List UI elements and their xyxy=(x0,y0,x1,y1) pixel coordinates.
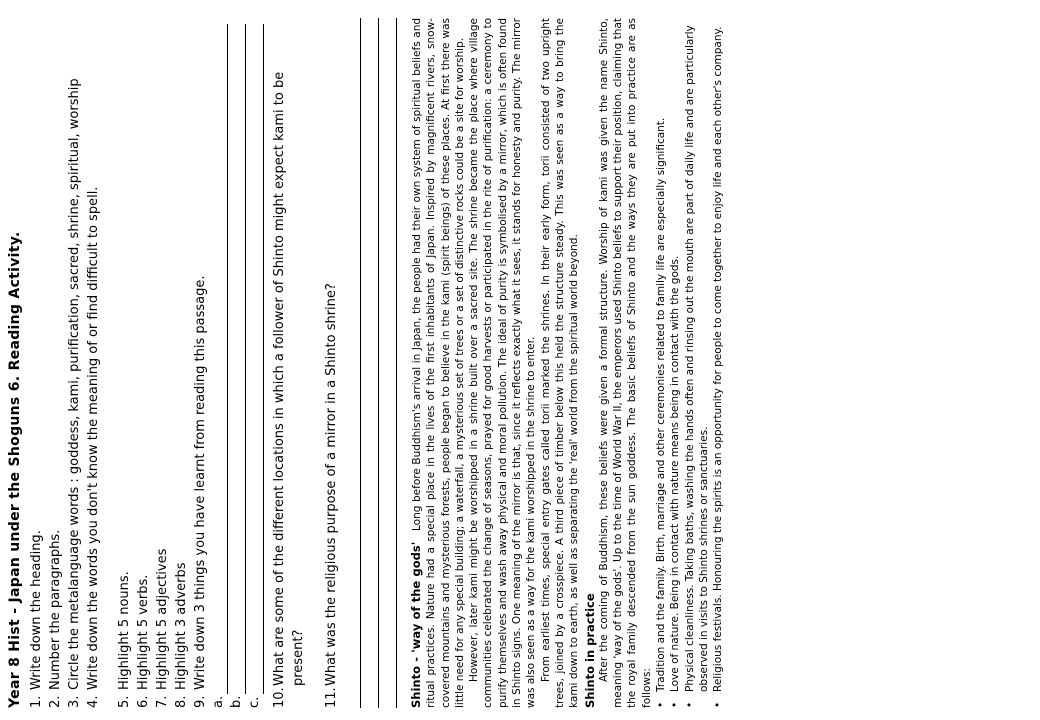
belief-text: Tradition and the family. Birth, marriage and other ceremonies related to family life are especially significant. xyxy=(655,117,668,692)
task-text: Highlight 3 adverbs xyxy=(174,562,189,690)
question-text: What are some of the different locations in which a follower of Shinto might expect kami to be present? xyxy=(272,71,306,686)
instruction-item xyxy=(84,18,103,708)
bullet-icon: • xyxy=(683,701,696,708)
question-text: What was the religious purpose of a mirror in a Shinto shrine? xyxy=(324,283,339,686)
task-text: Highlight 5 adjectives xyxy=(155,548,170,690)
writing-line xyxy=(262,24,264,694)
question-number: 11. xyxy=(324,687,339,708)
task-item xyxy=(134,18,153,708)
task-item xyxy=(191,18,210,708)
worksheet-title: Year 8 Hist - Japan under the Shoguns 6. Reading Activity. xyxy=(7,231,23,708)
passage-heading: Shinto - 'way of the gods' xyxy=(409,541,423,708)
answer-lines[interactable] xyxy=(343,18,397,708)
task-number: 9. xyxy=(193,695,208,708)
writing-line xyxy=(379,18,397,708)
answer-label: b. xyxy=(229,695,244,708)
task-text: Highlight 5 nouns. xyxy=(117,571,132,690)
instruction-item xyxy=(65,18,84,708)
writing-line xyxy=(226,24,228,694)
belief-text: Physical cleanliness. Taking baths, washing the hands often and rinsing out the mouth are part of daily life and are particularly observed in visits to Shinto shrines or sanctuaries. xyxy=(683,25,710,692)
belief-text: Love of nature. Being in contact with nature means being in contact with the gods. xyxy=(669,255,682,692)
beliefs-list xyxy=(654,18,725,708)
task-number: 6. xyxy=(136,695,151,708)
answer-line-b[interactable] xyxy=(228,18,246,708)
question-number: 10. xyxy=(272,687,287,708)
task-item xyxy=(153,18,172,708)
belief-item xyxy=(683,18,712,708)
instruction-number: 3. xyxy=(67,695,82,708)
belief-item xyxy=(668,18,682,708)
instruction-item xyxy=(27,18,46,708)
belief-item xyxy=(711,18,725,708)
instruction-text: Number the paragraphs. xyxy=(48,529,63,690)
instruction-number: 4. xyxy=(86,695,101,708)
task-number: 7. xyxy=(155,695,170,708)
answer-line-a[interactable] xyxy=(210,18,228,708)
passage-paragraph-1: Long before Buddhism's arrival in Japan, the people had their own system of spiritual beliefs and ritual practices. Nature had a special place in the lives of the first inhabitants of Japan. Inspired by magnificent rivers, snow-covered mountains and mysterious forests, people began to believe in the kami (spirit beings) of these places. At first there was little need for any special building; a waterfall, a mysterious set of trees or a set of distinctive rocks could be a site for worship. xyxy=(411,17,466,708)
reading-passage xyxy=(409,18,726,708)
task-item xyxy=(115,18,134,708)
answer-label: a. xyxy=(211,695,226,708)
answer-line-c[interactable] xyxy=(246,18,264,708)
passage-paragraph-2: However, later kami might be worshipped in a shrine built over a sacred site. The shrine became the place where village communities celebrated the change of seasons, prayed for good harvests or participated in the rite of purification: a ceremony to purify themselves and wash away physical and moral pollution. The ideal of purity is symbolised by a mirror, which is often found in Shinto signs. One meaning of the mirror is that, since it reflects exactly what it sees, it stands for honesty and purity. The mirror was also seen as a way for the kami worshipped in the shrine to enter. xyxy=(468,18,538,708)
task-item xyxy=(172,18,191,708)
instruction-number: 2. xyxy=(48,695,63,708)
bullet-icon: • xyxy=(655,701,668,708)
writing-line xyxy=(343,18,361,708)
writing-line xyxy=(244,24,246,694)
task-text: Highlight 5 verbs. xyxy=(136,574,151,690)
instruction-list xyxy=(27,18,103,708)
instruction-item xyxy=(46,18,65,708)
bullet-icon: • xyxy=(712,701,725,708)
task-list xyxy=(115,18,210,708)
passage-subheading: Shinto in practice xyxy=(582,593,597,708)
question-11 xyxy=(322,18,341,708)
instruction-text: Circle the metalanguage words : goddess, kami, purification, sacred, shrine, spiritual, worship xyxy=(67,78,82,690)
belief-text: Religious festivals. Honouring the spirits is an opportunity for people to come together to enjoy life and each other's company. xyxy=(712,26,725,692)
bullet-icon: • xyxy=(669,701,682,708)
instruction-number: 1. xyxy=(29,695,44,708)
task-number: 5. xyxy=(117,695,132,708)
passage-paragraph-4: After the coming of Buddhism, these beliefs were given a formal structure. Worship of kami was given the name Shinto, meaning 'way of the gods'. Up to the time of World War II, the emperors used Shinto beliefs to support their position, claiming that the royal family descended from the sun goddess. The basic beliefs of Shinto and the ways they are put into practice are as follows: xyxy=(597,18,653,708)
task-text: Write down 3 things you have learnt from reading this passage. xyxy=(193,275,208,690)
instruction-text: Write down the words you don't know the meaning of or find difficult to spell. xyxy=(86,186,101,690)
question-10 xyxy=(270,18,308,708)
task-number: 8. xyxy=(174,695,189,708)
instruction-text: Write down the heading. xyxy=(29,530,44,690)
writing-line xyxy=(361,18,379,708)
answer-label: c. xyxy=(247,696,262,708)
belief-item xyxy=(654,18,668,708)
passage-paragraph-3: From earliest times, special entry gates called torii marked the shrines. In their early form, torii consisted of two upright trees, joined by a crosspiece. A third piece of timber below this held the structure steady. This was seen as a way to bring the kami down to earth, as well as separating the 'real' world from the spiritual world beyond. xyxy=(539,18,581,708)
